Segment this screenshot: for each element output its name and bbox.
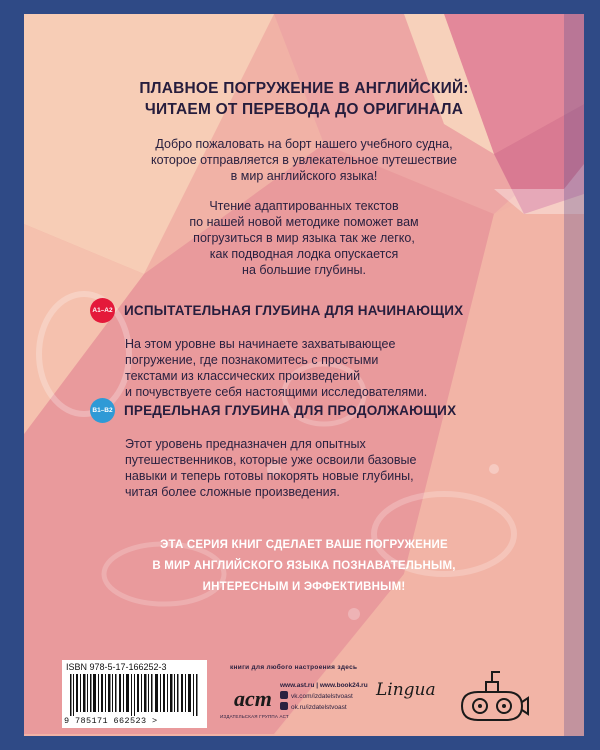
intro-paragraph-2 [94,198,514,278]
ok-icon [280,702,288,710]
intro-line: по нашей новой методике поможет вам [189,215,419,229]
intro-line: которое отправляется в увлекательное путешествие [151,153,457,167]
level-line: Этот уровень предназначен для опытных [125,437,366,451]
publisher-logo: аст [234,686,272,711]
intro-paragraph-1 [94,136,514,184]
barcode [68,674,200,716]
level-line: и почувствуете себя настоящими исследователями. [125,385,428,399]
barcode-panel [62,660,207,728]
intro-line: на большие глубины. [242,263,366,277]
level-description-intermediate [125,436,485,500]
level-line: путешественников, которые уже освоили базовые [125,453,417,467]
intro-line: погрузиться в мир языка так же легко, [193,231,415,245]
level-line: навыки и теперь готовы покорять новые глубины, [125,469,414,483]
vk-link[interactable] [280,691,368,702]
vk-link-text: vk.com/izdatelstvoast [291,693,353,700]
barcode-digits: 9 785171 662523 > [64,716,158,726]
headline-line-1: ПЛАВНОЕ ПОГРУЖЕНИЕ В АНГЛИЙСКИЙ: [139,80,469,97]
closing-statement [84,535,524,598]
intro-text [94,136,514,292]
back-cover [24,14,584,736]
closing-line: ЭТА СЕРИЯ КНИГ СДЕЛАЕТ ВАШЕ ПОГРУЖЕНИЕ [160,539,448,551]
headline-line-2: ЧИТАЕМ ОТ ПЕРЕВОДА ДО ОРИГИНАЛА [144,101,464,118]
level-title-beginner: ИСПЫТАТЕЛЬНАЯ ГЛУБИНА ДЛЯ НАЧИНАЮЩИХ [124,303,464,318]
intro-line: Добро пожаловать на борт нашего учебного судна, [155,137,453,151]
publisher-subtitle: ИЗДАТЕЛЬСКАЯ ГРУППА АСТ [220,714,289,719]
submarine-logo-icon [452,666,532,728]
publisher-tagline: книги для любого настроения здесь [230,664,358,671]
level-line: погружение, где познакомитесь с простыми [125,353,379,367]
publisher-links [280,680,368,713]
level-title-intermediate: ПРЕДЕЛЬНАЯ ГЛУБИНА ДЛЯ ПРОДОЛЖАЮЩИХ [124,403,457,418]
level-line: текстами из классических произведений [125,369,361,383]
level-description-beginner [125,336,485,400]
ok-link[interactable] [280,702,368,713]
imprint-logo: Lingua [376,680,436,700]
closing-line: В МИР АНГЛИЙСКОГО ЯЗЫКА ПОЗНАВАТЕЛЬНЫМ, [152,560,456,572]
closing-line: ИНТЕРЕСНЫМ И ЭФФЕКТИВНЫМ! [202,581,406,593]
level-line: читая более сложные произведения. [125,485,340,499]
headline [54,78,554,120]
level-badge-b1-b2: B1–B2 [90,398,115,423]
intro-line: в мир английского языка! [230,169,378,183]
isbn: ISBN 978-5-17-166252-3 [66,662,167,672]
web-links[interactable]: www.ast.ru | www.book24.ru [280,682,368,689]
intro-line: как подводная лодка опускается [209,247,399,261]
vk-icon [280,691,288,699]
intro-line: Чтение адаптированных текстов [209,199,399,213]
ok-link-text: ok.ru/izdatelstvoast [291,704,347,711]
level-line: На этом уровне вы начинаете захватывающее [125,337,396,351]
level-badge-a1-a2: A1–A2 [90,298,115,323]
